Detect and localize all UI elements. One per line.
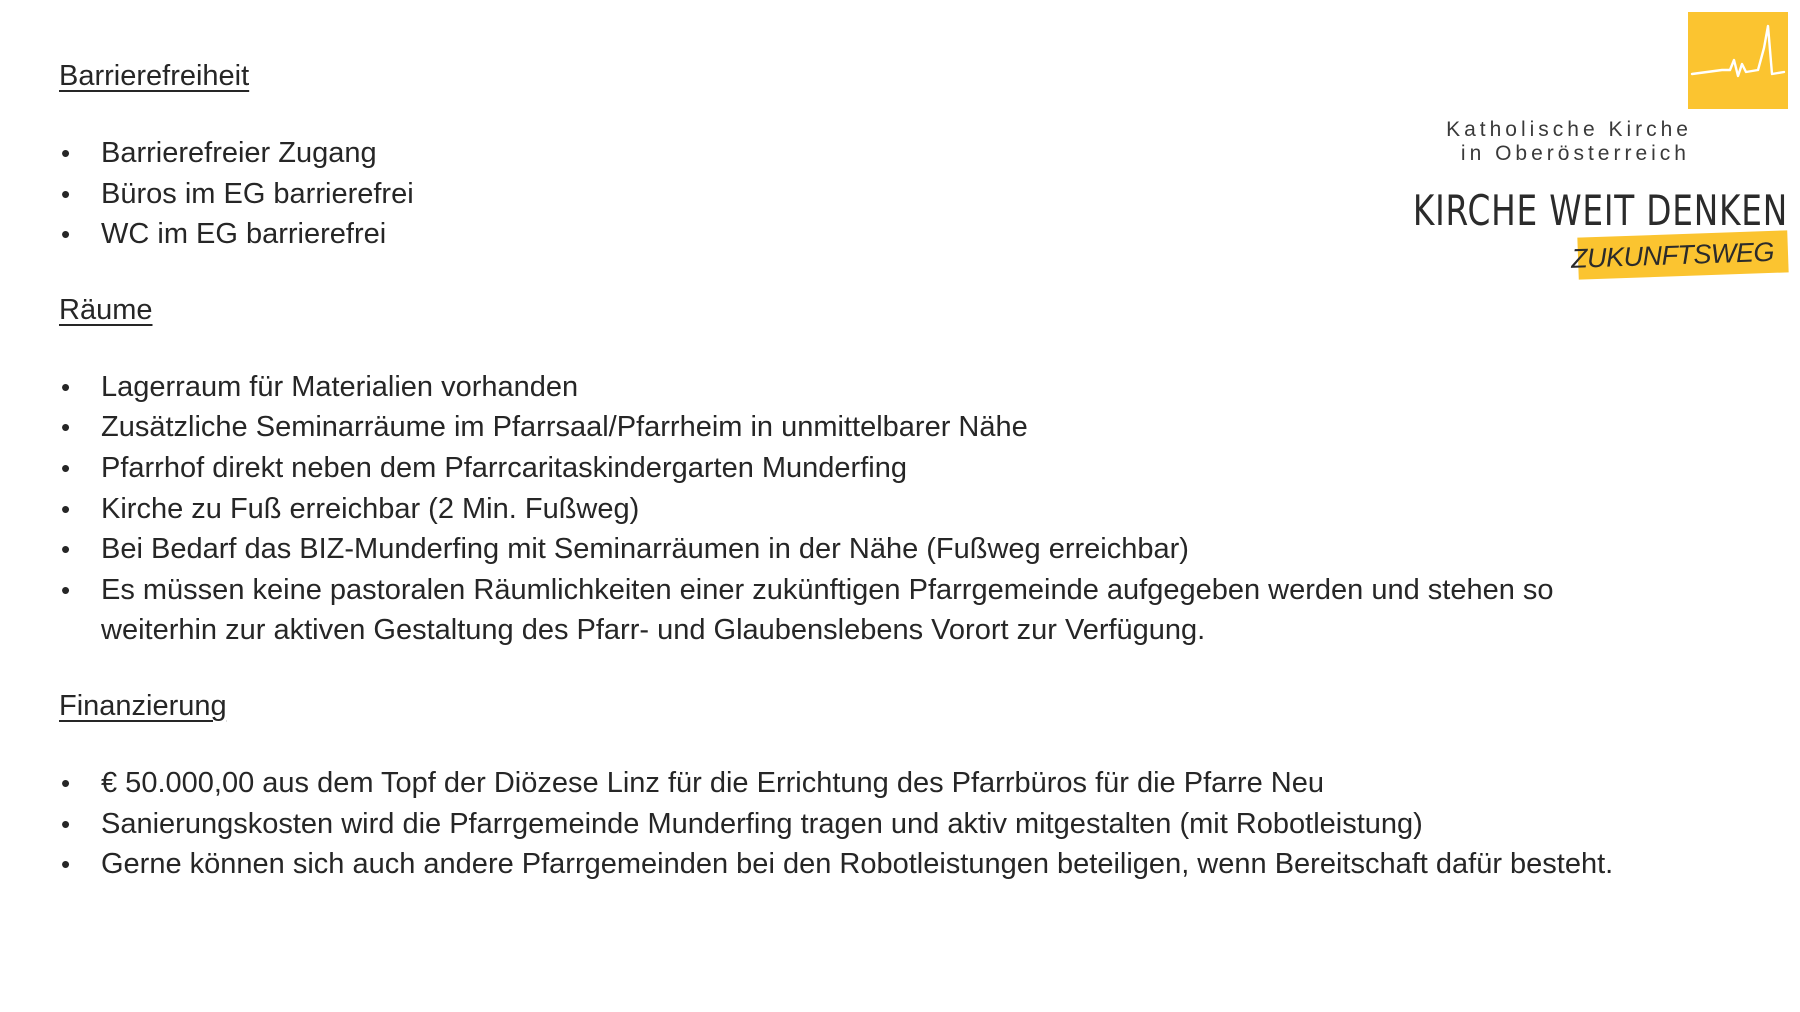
- logo-tag-text: ZUKUNFTSWEG: [1570, 236, 1775, 274]
- section-finanzierung: [59, 682, 1619, 885]
- bullet-icon: •: [61, 849, 71, 880]
- list-item-text: Kirche zu Fuß erreichbar (2 Min. Fußweg): [101, 492, 640, 525]
- organization-name-line2: in Oberösterreich: [1460, 142, 1690, 165]
- bullet-icon: •: [61, 452, 71, 483]
- list-item: [59, 489, 1619, 530]
- bullet-icon: •: [61, 412, 71, 443]
- list-item-text: Barrierefreier Zugang: [101, 137, 377, 169]
- logo-claim: KIRCHE WEIT DENKEN: [1412, 186, 1788, 235]
- list-item-text: WC im EG barrierefrei: [101, 218, 387, 251]
- list-item-text: € 50.000,00 aus dem Topf der Diözese Linz für die Errichtung des Pfarrbüros für die Pfarre Neu: [101, 766, 1324, 799]
- organization-name: [1446, 118, 1692, 166]
- organization-name-line1: Katholische Kirche: [1446, 118, 1692, 141]
- bullet-icon: •: [61, 219, 71, 250]
- list-item: [59, 844, 1619, 885]
- list-item: [59, 570, 1619, 651]
- bullet-icon: •: [61, 574, 71, 605]
- list-item-text: Es müssen keine pastoralen Räumlichkeiten einer zukünftigen Pfarrgemeinde aufgegeben werden und stehen so weiterhin zur aktiven Gestaltung des Pfarr- und Glaubenslebens Vorort zur Verfügung.: [101, 573, 1554, 647]
- heartbeat-church-icon: [1688, 12, 1788, 109]
- list-item-text: Pfarrhof direkt neben dem Pfarrcaritaskindergarten Munderfing: [101, 451, 907, 484]
- bullet-icon: •: [61, 178, 71, 209]
- logo-tag-badge: [1570, 230, 1788, 279]
- organization-logo: [1380, 0, 1800, 300]
- list-item: [59, 529, 1619, 570]
- section-heading: Räume: [59, 293, 153, 326]
- list-item: [59, 407, 1619, 448]
- list-item-text: Gerne können sich auch andere Pfarrgemeinden bei den Robotleistungen beteiligen, wenn Bereitschaft dafür besteht.: [101, 848, 1614, 881]
- section-heading: Barrierefreiheit: [59, 60, 250, 92]
- list-item-text: Büros im EG barrierefrei: [101, 177, 414, 210]
- list-item: [59, 367, 1619, 408]
- bullet-icon: •: [61, 138, 71, 168]
- bullet-icon: •: [61, 371, 71, 402]
- list-item-text: Bei Bedarf das BIZ-Munderfing mit Seminarräumen in der Nähe (Fußweg erreichbar): [101, 533, 1189, 566]
- section-heading: Finanzierung: [59, 689, 227, 722]
- list-item: [59, 763, 1619, 804]
- bullet-list: [59, 763, 1619, 885]
- list-item-text: Lagerraum für Materialien vorhanden: [101, 370, 579, 403]
- list-item-text: Sanierungskosten wird die Pfarrgemeinde Munderfing tragen und aktiv mitgestalten (mit Robotleistung): [101, 807, 1423, 840]
- list-item-text: Zusätzliche Seminarräume im Pfarrsaal/Pfarrheim in unmittelbarer Nähe: [101, 411, 1028, 444]
- list-item: [59, 804, 1619, 845]
- bullet-icon: •: [61, 534, 71, 565]
- bullet-icon: •: [61, 493, 71, 524]
- list-item: [59, 448, 1619, 489]
- bullet-icon: •: [61, 808, 71, 839]
- bullet-list: [59, 367, 1619, 651]
- bullet-icon: •: [61, 767, 71, 798]
- section-raeume: [59, 286, 1619, 651]
